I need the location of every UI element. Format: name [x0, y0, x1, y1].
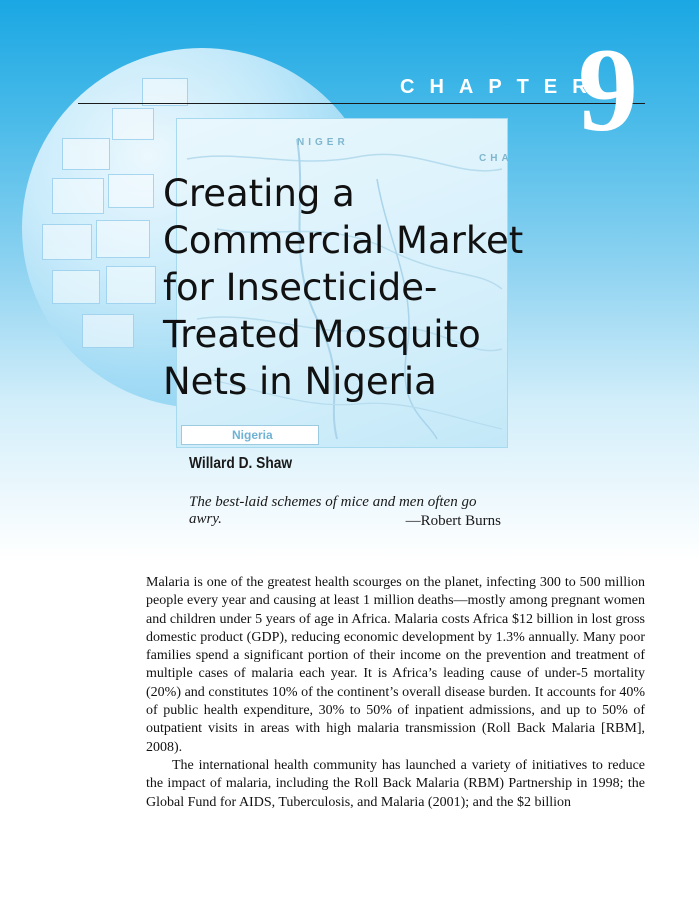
chapter-divider-rule: [78, 103, 645, 104]
epigraph-source: —Robert Burns: [405, 513, 501, 529]
map-caption: Nigeria: [181, 425, 319, 445]
title-line: for Insecticide-: [163, 266, 438, 309]
body-paragraph: Malaria is one of the greatest health scourges on the planet, infecting 300 to 500 million people every year and causing at least 1 million deaths—mostly among pregnant women and children under 5 years of age in Africa. Malaria costs Africa $12 billion in lost gross domestic product (GDP), reducing economic development by 1.3% annually. Many poor families spend a significant portion of their income on the prevention and treatment of multiple cases of malaria each year. It is Africa’s leading cause of under-5 mortality (20%) and constitutes 10% of the continent’s overall disease burden. It accounts for 40% of public health expenditure, 30% to 50% of inpatient admissions, and up to 50% of outpatient visits in areas with high malaria transmission (Roll Back Malaria [RBM], 2008).: [146, 575, 645, 755]
chapter-number: 9: [578, 23, 638, 156]
author-name: Willard D. Shaw: [189, 455, 293, 472]
chapter-label: CHAPTER: [400, 76, 602, 98]
title-line: Treated Mosquito: [163, 313, 481, 356]
title-line: Commercial Market: [163, 219, 524, 262]
title-line: Creating a: [163, 172, 355, 215]
chapter-title: [163, 170, 663, 405]
body-paragraph: The international health community has launched a variety of initiatives to reduce the impact of malaria, including the Roll Back Malaria (RBM) Partnership in 1998; the Global Fund for AIDS, Tuberculosis, and Malaria (2001); and the $2 billion: [146, 757, 645, 810]
body-text: [146, 574, 645, 812]
epigraph-quote: The best-laid schemes of mice and men often go awry.: [189, 494, 477, 527]
map-label-north: NIGER: [297, 137, 349, 148]
map-label-east: CHA: [479, 153, 513, 164]
title-line: Nets in Nigeria: [163, 360, 437, 403]
